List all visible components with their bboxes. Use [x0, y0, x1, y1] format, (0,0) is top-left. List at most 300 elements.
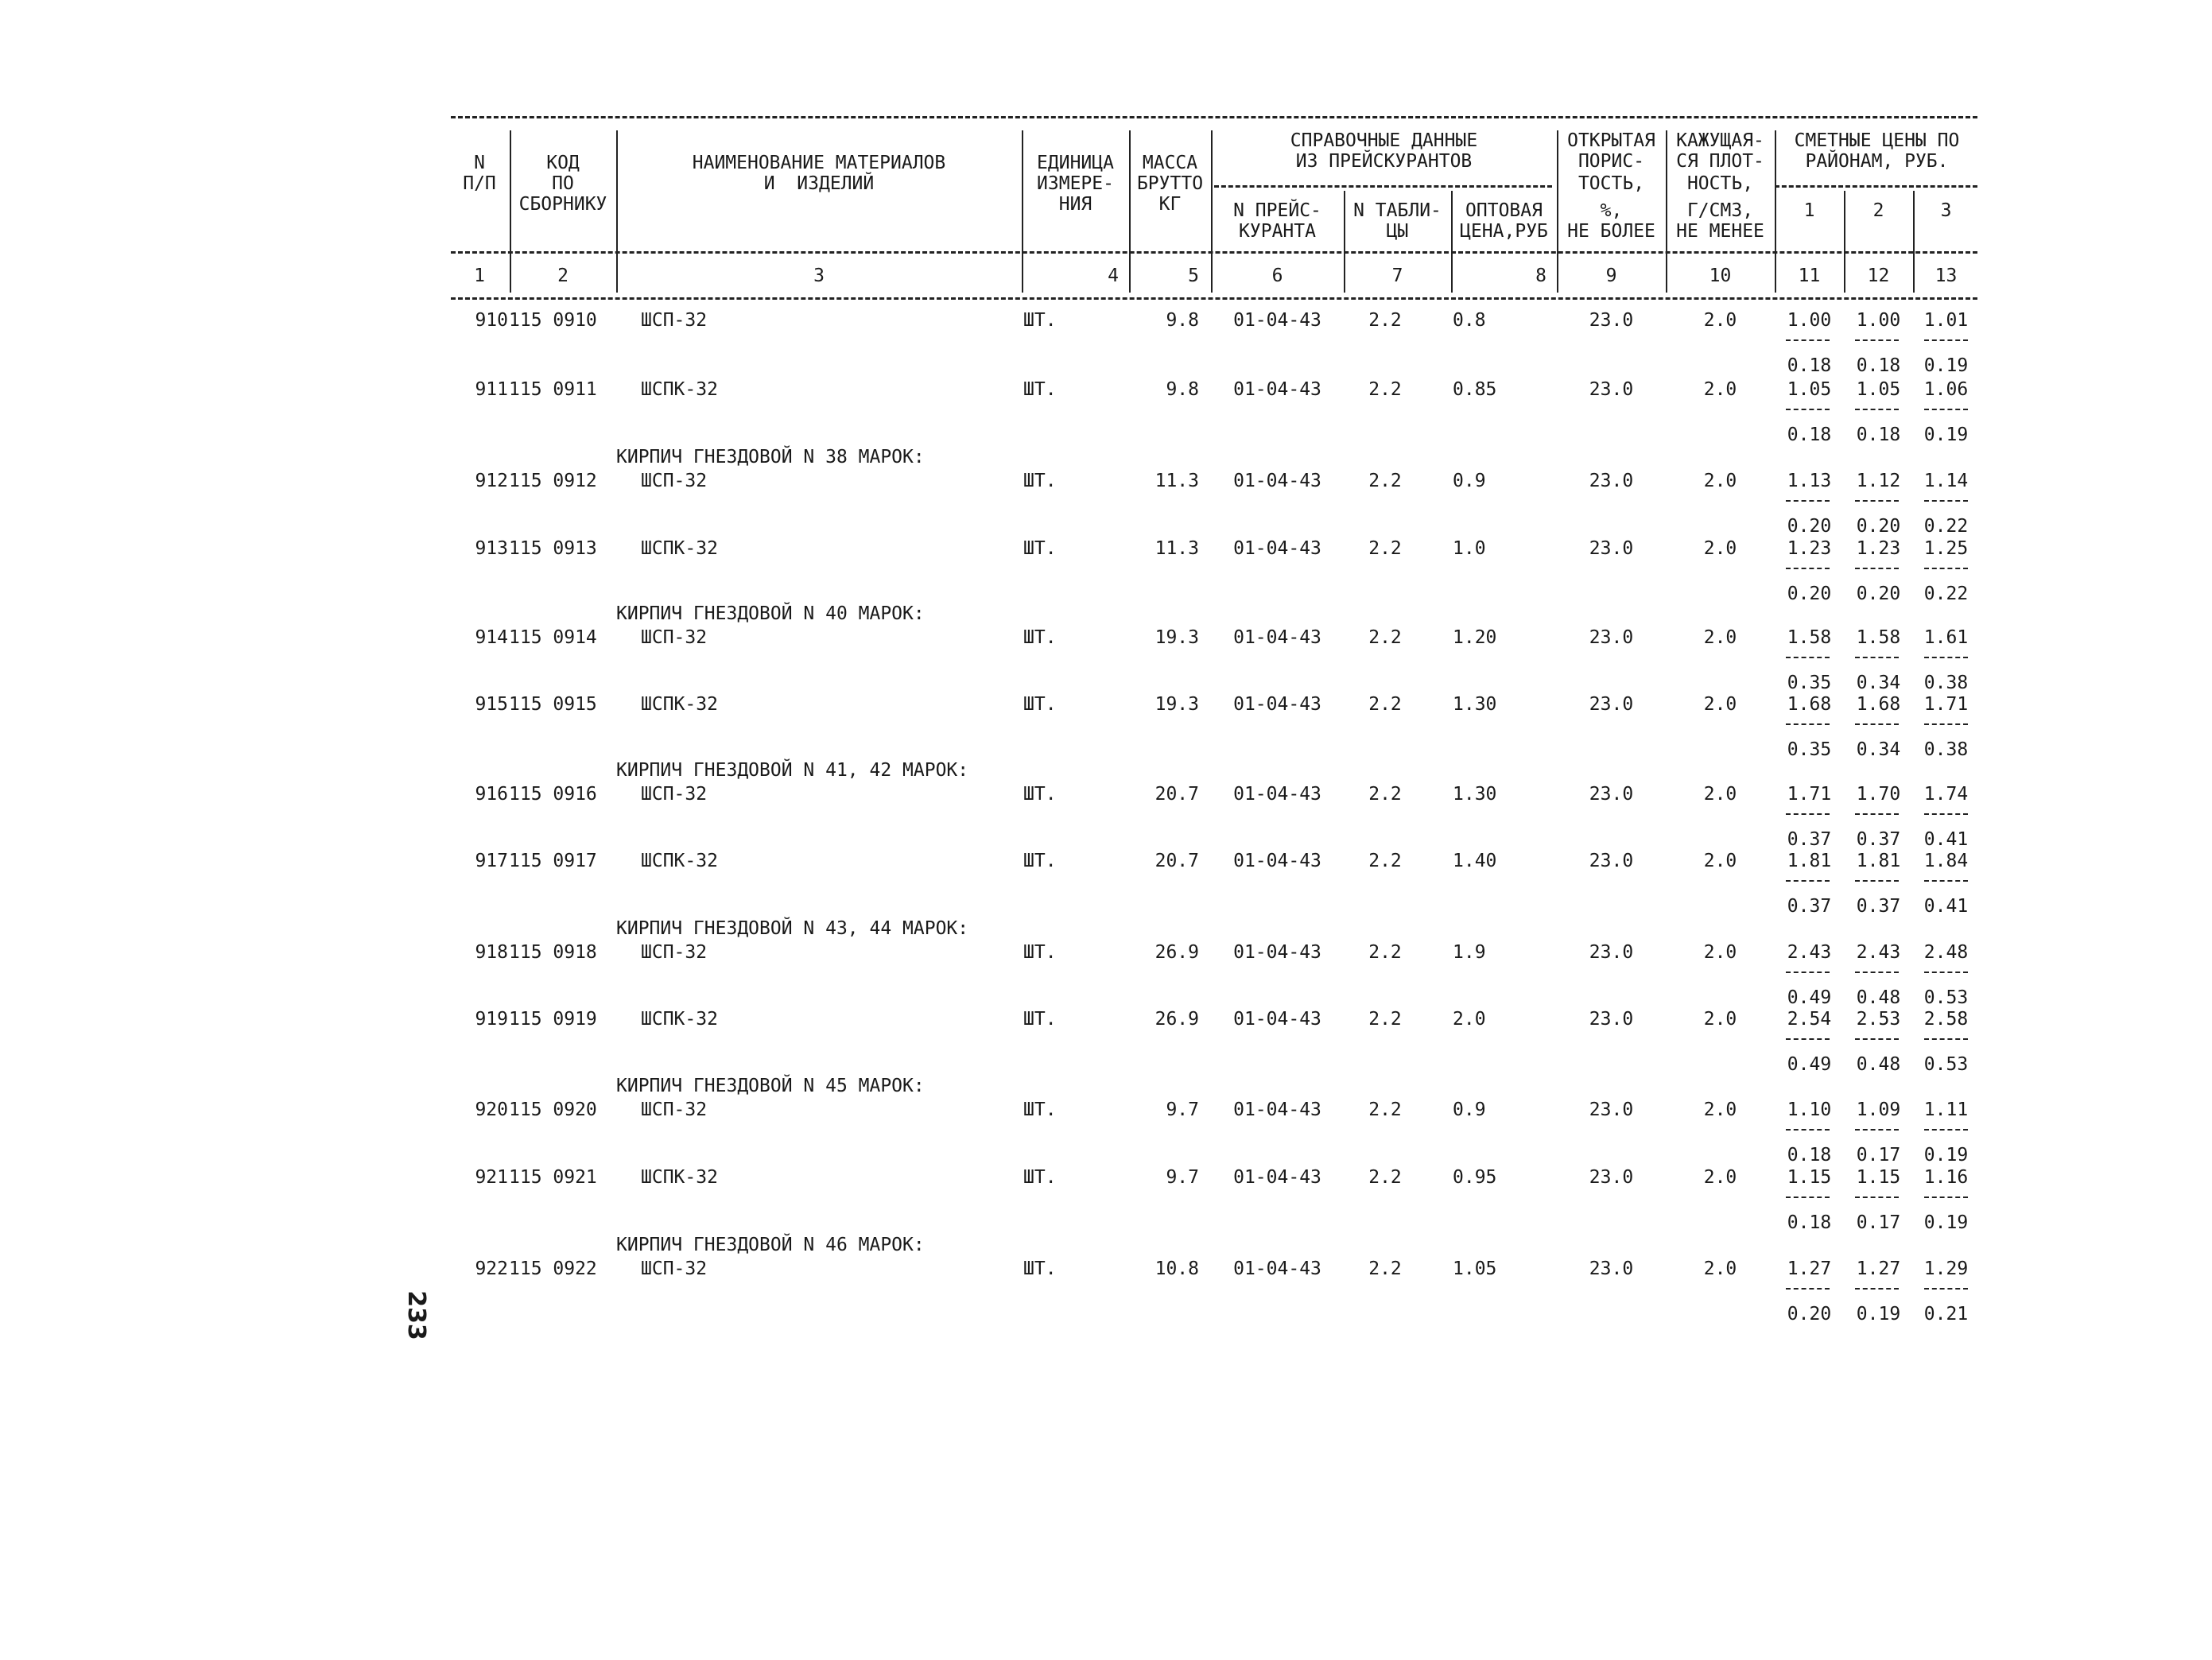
- row-porosity: 23.0: [1589, 694, 1634, 715]
- row-mass: 10.8: [1155, 1259, 1199, 1279]
- row-wholesale: 0.8: [1453, 310, 1486, 331]
- row-porosity: 23.0: [1589, 471, 1634, 491]
- price-fraction-bar: [1924, 723, 1968, 725]
- row-price-2: 2.53: [1856, 1009, 1901, 1030]
- row-porosity: 23.0: [1589, 538, 1634, 559]
- row-sub-price-3: 0.22: [1923, 516, 1969, 537]
- row-sub-price-3: 0.38: [1923, 673, 1969, 693]
- hdr-col5-l1: МАССА: [1142, 153, 1198, 173]
- row-sub-price-3: 0.53: [1923, 987, 1969, 1008]
- row-wholesale: 1.0: [1453, 538, 1486, 559]
- row-name: ШСП-32: [641, 1100, 708, 1120]
- hdr-col9-l2: ПОРИС-: [1578, 151, 1645, 172]
- row-sub-price-3: 0.53: [1923, 1054, 1969, 1075]
- price-fraction-bar: [1924, 972, 1968, 973]
- row-density: 2.0: [1703, 784, 1737, 805]
- row-sub-price-3: 0.19: [1923, 1145, 1969, 1165]
- row-density: 2.0: [1703, 1100, 1737, 1120]
- price-fraction-bar: [1855, 409, 1899, 410]
- row-sub-price-2: 0.17: [1856, 1212, 1901, 1233]
- ref-group-rule: [1214, 185, 1552, 188]
- row-sub-price-3: 0.21: [1923, 1304, 1969, 1325]
- row-unit: ШТ.: [1023, 538, 1057, 559]
- row-price-3: 1.01: [1923, 310, 1969, 331]
- row-price-1: 1.00: [1787, 310, 1832, 331]
- price-fraction-bar: [1855, 1129, 1899, 1131]
- row-code: 115 0919: [509, 1009, 597, 1030]
- row-name: ШСПК-32: [641, 694, 718, 715]
- price-fraction-bar: [1924, 1197, 1968, 1198]
- row-porosity: 23.0: [1589, 310, 1634, 331]
- row-table: 2.2: [1368, 942, 1402, 963]
- row-wholesale: 1.40: [1453, 851, 1497, 871]
- hdr-col6-l1: N ПРЕЙС-: [1233, 200, 1321, 221]
- price-fraction-bar: [1924, 339, 1968, 341]
- row-density: 2.0: [1703, 851, 1737, 871]
- price-fraction-bar: [1924, 1038, 1968, 1040]
- row-table: 2.2: [1368, 471, 1402, 491]
- row-unit: ШТ.: [1023, 784, 1057, 805]
- price-fraction-bar: [1786, 1129, 1830, 1131]
- hdr-col10-l2: СЯ ПЛОТ-: [1676, 151, 1764, 172]
- row-density: 2.0: [1703, 538, 1737, 559]
- row-price-2: 1.58: [1856, 627, 1901, 648]
- hdr-col8-l1: ОПТОВАЯ: [1465, 200, 1543, 221]
- row-sub-price-1: 0.18: [1787, 1145, 1832, 1165]
- row-table: 2.2: [1368, 851, 1402, 871]
- row-name: ШСП-32: [641, 942, 708, 963]
- price-fraction-bar: [1924, 813, 1968, 815]
- row-mass: 20.7: [1155, 851, 1199, 871]
- colnum-12: 12: [1867, 266, 1890, 286]
- row-price-2: 1.81: [1856, 851, 1901, 871]
- price-fraction-bar: [1855, 1197, 1899, 1198]
- row-price-1: 1.71: [1787, 784, 1832, 805]
- colnum-1: 1: [474, 266, 485, 286]
- row-sub-price-3: 0.19: [1923, 425, 1969, 445]
- row-price-1: 2.54: [1787, 1009, 1832, 1030]
- row-density: 2.0: [1703, 471, 1737, 491]
- row-name: ШСП-32: [641, 627, 708, 648]
- row-pricelist: 01-04-43: [1233, 1259, 1321, 1279]
- row-unit: ШТ.: [1023, 851, 1057, 871]
- row-name: ШСП-32: [641, 310, 708, 331]
- row-unit: ШТ.: [1023, 310, 1057, 331]
- group-heading: КИРПИЧ ГНЕЗДОВОЙ N 43, 44 МАРОК:: [616, 918, 969, 939]
- row-price-2: 2.43: [1856, 942, 1901, 963]
- hdr-ref-group-l2: ИЗ ПРЕЙСКУРАНТОВ: [1295, 151, 1473, 172]
- row-number: 921: [475, 1167, 508, 1188]
- price-fraction-bar: [1855, 657, 1899, 658]
- price-fraction-bar: [1855, 339, 1899, 341]
- hdr-ref-group-l1: СПРАВОЧНЫЕ ДАННЫЕ: [1290, 130, 1478, 151]
- header-top-rule: [451, 116, 1977, 118]
- row-table: 2.2: [1368, 1009, 1402, 1030]
- price-fraction-bar: [1855, 813, 1899, 815]
- row-porosity: 23.0: [1589, 1259, 1634, 1279]
- row-unit: ШТ.: [1023, 694, 1057, 715]
- row-sub-price-2: 0.18: [1856, 425, 1901, 445]
- row-unit: ШТ.: [1023, 1259, 1057, 1279]
- row-sub-price-1: 0.35: [1787, 673, 1832, 693]
- row-wholesale: 0.85: [1453, 379, 1497, 400]
- row-pricelist: 01-04-43: [1233, 1167, 1321, 1188]
- row-name: ШСП-32: [641, 784, 708, 805]
- hdr-col7-l1: N ТАБЛИ-: [1353, 200, 1442, 221]
- row-table: 2.2: [1368, 1259, 1402, 1279]
- colnum-7: 7: [1391, 266, 1403, 286]
- price-fraction-bar: [1855, 1288, 1899, 1290]
- row-table: 2.2: [1368, 694, 1402, 715]
- row-price-2: 1.68: [1856, 694, 1901, 715]
- row-price-3: 1.29: [1923, 1259, 1969, 1279]
- row-sub-price-2: 0.37: [1856, 829, 1901, 850]
- row-name: ШСПК-32: [641, 1167, 718, 1188]
- group-heading: КИРПИЧ ГНЕЗДОВОЙ N 45 МАРОК:: [616, 1076, 925, 1096]
- price-fraction-bar: [1924, 568, 1968, 569]
- hdr-col7-l2: ЦЫ: [1386, 221, 1409, 242]
- row-code: 115 0921: [509, 1167, 597, 1188]
- row-table: 2.2: [1368, 310, 1402, 331]
- hdr-price-group-l2: РАЙОНАМ, РУБ.: [1805, 151, 1949, 172]
- row-density: 2.0: [1703, 1259, 1737, 1279]
- row-number: 912: [475, 471, 508, 491]
- row-sub-price-3: 0.41: [1923, 829, 1969, 850]
- price-fraction-bar: [1855, 880, 1899, 882]
- row-pricelist: 01-04-43: [1233, 310, 1321, 331]
- colnum-10: 10: [1709, 266, 1732, 286]
- row-unit: ШТ.: [1023, 942, 1057, 963]
- row-code: 115 0920: [509, 1100, 597, 1120]
- row-code: 115 0910: [509, 310, 597, 331]
- row-sub-price-1: 0.20: [1787, 516, 1832, 537]
- price-fraction-bar: [1924, 1129, 1968, 1131]
- row-sub-price-2: 0.48: [1856, 987, 1901, 1008]
- row-table: 2.2: [1368, 1100, 1402, 1120]
- row-mass: 9.8: [1166, 379, 1199, 400]
- row-porosity: 23.0: [1589, 1009, 1634, 1030]
- row-density: 2.0: [1703, 1009, 1737, 1030]
- colnum-13: 13: [1935, 266, 1958, 286]
- row-number: 918: [475, 942, 508, 963]
- row-sub-price-3: 0.22: [1923, 584, 1969, 604]
- row-mass: 26.9: [1155, 1009, 1199, 1030]
- group-heading: КИРПИЧ ГНЕЗДОВОЙ N 41, 42 МАРОК:: [616, 760, 969, 781]
- row-sub-price-2: 0.37: [1856, 896, 1901, 917]
- row-name: ШСП-32: [641, 1259, 708, 1279]
- row-sub-price-2: 0.20: [1856, 584, 1901, 604]
- hdr-price-col-1: 1: [1803, 200, 1815, 221]
- row-sub-price-2: 0.34: [1856, 739, 1901, 760]
- hdr-col1-l1: N: [474, 153, 485, 173]
- price-fraction-bar: [1786, 409, 1830, 410]
- row-name: ШСП-32: [641, 471, 708, 491]
- row-pricelist: 01-04-43: [1233, 471, 1321, 491]
- hdr-col3-l1: НАИМЕНОВАНИЕ МАТЕРИАЛОВ: [692, 153, 946, 173]
- row-mass: 9.7: [1166, 1167, 1199, 1188]
- row-mass: 19.3: [1155, 694, 1199, 715]
- hdr-col8-l2: ЦЕНА,РУБ: [1460, 221, 1548, 242]
- row-wholesale: 1.30: [1453, 694, 1497, 715]
- row-sub-price-1: 0.49: [1787, 987, 1832, 1008]
- row-price-2: 1.15: [1856, 1167, 1901, 1188]
- row-sub-price-1: 0.37: [1787, 829, 1832, 850]
- colnum-9: 9: [1605, 266, 1617, 286]
- row-unit: ШТ.: [1023, 1100, 1057, 1120]
- price-group-rule: [1775, 185, 1977, 188]
- price-fraction-bar: [1786, 972, 1830, 973]
- colnum-5: 5: [1188, 266, 1199, 286]
- hdr-col2-l2: ПО: [552, 173, 574, 194]
- row-density: 2.0: [1703, 310, 1737, 331]
- row-pricelist: 01-04-43: [1233, 942, 1321, 963]
- row-price-2: 1.70: [1856, 784, 1901, 805]
- row-sub-price-2: 0.18: [1856, 355, 1901, 376]
- price-fraction-bar: [1855, 972, 1899, 973]
- row-unit: ШТ.: [1023, 1167, 1057, 1188]
- row-sub-price-2: 0.48: [1856, 1054, 1901, 1075]
- row-unit: ШТ.: [1023, 471, 1057, 491]
- price-fraction-bar: [1855, 500, 1899, 502]
- row-sub-price-1: 0.18: [1787, 1212, 1832, 1233]
- colnum-2: 2: [557, 266, 569, 286]
- hdr-col10-l4: Г/СМ3,: [1686, 200, 1754, 221]
- colnum-11: 11: [1798, 266, 1821, 286]
- row-price-1: 2.43: [1787, 942, 1832, 963]
- row-price-1: 1.15: [1787, 1167, 1832, 1188]
- row-wholesale: 2.0: [1453, 1009, 1486, 1030]
- hdr-col4-l3: НИЯ: [1058, 194, 1092, 215]
- colnum-6: 6: [1271, 266, 1283, 286]
- row-pricelist: 01-04-43: [1233, 851, 1321, 871]
- hdr-price-col-3: 3: [1940, 200, 1952, 221]
- row-density: 2.0: [1703, 942, 1737, 963]
- price-fraction-bar: [1786, 880, 1830, 882]
- price-fraction-bar: [1786, 339, 1830, 341]
- row-price-3: 1.84: [1923, 851, 1969, 871]
- row-number: 917: [475, 851, 508, 871]
- row-number: 922: [475, 1259, 508, 1279]
- hdr-col9-l3: ТОСТЬ,: [1578, 173, 1645, 194]
- row-density: 2.0: [1703, 379, 1737, 400]
- row-wholesale: 1.30: [1453, 784, 1497, 805]
- row-code: 115 0922: [509, 1259, 597, 1279]
- row-number: 910: [475, 310, 508, 331]
- row-price-2: 1.23: [1856, 538, 1901, 559]
- row-price-3: 1.11: [1923, 1100, 1969, 1120]
- hdr-col4-l1: ЕДИНИЦА: [1037, 153, 1114, 173]
- price-fraction-bar: [1786, 723, 1830, 725]
- row-code: 115 0911: [509, 379, 597, 400]
- row-mass: 9.8: [1166, 310, 1199, 331]
- row-wholesale: 1.20: [1453, 627, 1497, 648]
- row-name: ШСПК-32: [641, 851, 718, 871]
- row-price-2: 1.00: [1856, 310, 1901, 331]
- row-table: 2.2: [1368, 784, 1402, 805]
- price-fraction-bar: [1924, 880, 1968, 882]
- row-porosity: 23.0: [1589, 942, 1634, 963]
- row-price-3: 1.14: [1923, 471, 1969, 491]
- row-code: 115 0912: [509, 471, 597, 491]
- hdr-col9-l4: %,: [1600, 200, 1623, 221]
- row-mass: 9.7: [1166, 1100, 1199, 1120]
- row-mass: 19.3: [1155, 627, 1199, 648]
- hdr-col6-l2: КУРАНТА: [1239, 221, 1316, 242]
- row-code: 115 0914: [509, 627, 597, 648]
- row-wholesale: 0.9: [1453, 471, 1486, 491]
- price-fraction-bar: [1924, 500, 1968, 502]
- hdr-col1-l2: П/П: [463, 173, 496, 194]
- row-price-1: 1.58: [1787, 627, 1832, 648]
- row-price-3: 1.25: [1923, 538, 1969, 559]
- row-code: 115 0918: [509, 942, 597, 963]
- price-fraction-bar: [1924, 409, 1968, 410]
- row-price-1: 1.10: [1787, 1100, 1832, 1120]
- row-price-2: 1.27: [1856, 1259, 1901, 1279]
- row-mass: 20.7: [1155, 784, 1199, 805]
- page-number: 233: [402, 1290, 430, 1340]
- row-porosity: 23.0: [1589, 851, 1634, 871]
- price-fraction-bar: [1786, 657, 1830, 658]
- row-wholesale: 1.9: [1453, 942, 1486, 963]
- hdr-col10-l1: КАЖУЩАЯ-: [1676, 130, 1764, 151]
- row-sub-price-1: 0.18: [1787, 425, 1832, 445]
- hdr-col3-l2: И ИЗДЕЛИЙ: [763, 173, 875, 194]
- hdr-price-group-l1: СМЕТНЫЕ ЦЕНЫ ПО: [1794, 130, 1960, 151]
- colnum-8: 8: [1535, 266, 1546, 286]
- row-sub-price-1: 0.49: [1787, 1054, 1832, 1075]
- row-sub-price-2: 0.17: [1856, 1145, 1901, 1165]
- row-price-1: 1.68: [1787, 694, 1832, 715]
- hdr-col4-l2: ИЗМЕРЕ-: [1037, 173, 1114, 194]
- row-mass: 26.9: [1155, 942, 1199, 963]
- hdr-col10-l3: НОСТЬ,: [1686, 173, 1754, 194]
- row-price-1: 1.23: [1787, 538, 1832, 559]
- price-fraction-bar: [1786, 813, 1830, 815]
- row-table: 2.2: [1368, 379, 1402, 400]
- row-table: 2.2: [1368, 1167, 1402, 1188]
- row-code: 115 0915: [509, 694, 597, 715]
- row-porosity: 23.0: [1589, 379, 1634, 400]
- row-price-2: 1.09: [1856, 1100, 1901, 1120]
- row-number: 916: [475, 784, 508, 805]
- row-price-3: 1.74: [1923, 784, 1969, 805]
- hdr-col9-l1: ОТКРЫТАЯ: [1567, 130, 1655, 151]
- row-wholesale: 1.05: [1453, 1259, 1497, 1279]
- group-heading: КИРПИЧ ГНЕЗДОВОЙ N 40 МАРОК:: [616, 603, 925, 624]
- row-price-2: 1.05: [1856, 379, 1901, 400]
- row-code: 115 0917: [509, 851, 597, 871]
- row-density: 2.0: [1703, 627, 1737, 648]
- row-pricelist: 01-04-43: [1233, 1009, 1321, 1030]
- row-number: 913: [475, 538, 508, 559]
- row-pricelist: 01-04-43: [1233, 784, 1321, 805]
- hdr-col10-l5: НЕ МЕНЕЕ: [1676, 221, 1764, 242]
- row-unit: ШТ.: [1023, 627, 1057, 648]
- hdr-price-col-2: 2: [1872, 200, 1884, 221]
- row-porosity: 23.0: [1589, 784, 1634, 805]
- row-pricelist: 01-04-43: [1233, 379, 1321, 400]
- row-sub-price-1: 0.18: [1787, 355, 1832, 376]
- row-unit: ШТ.: [1023, 379, 1057, 400]
- row-mass: 11.3: [1155, 538, 1199, 559]
- price-fraction-bar: [1924, 657, 1968, 658]
- header-mid-rule: [451, 251, 1977, 254]
- row-price-3: 1.06: [1923, 379, 1969, 400]
- price-fraction-bar: [1855, 723, 1899, 725]
- row-sub-price-3: 0.19: [1923, 355, 1969, 376]
- price-fraction-bar: [1855, 568, 1899, 569]
- row-sub-price-1: 0.20: [1787, 584, 1832, 604]
- price-fraction-bar: [1786, 568, 1830, 569]
- row-sub-price-2: 0.34: [1856, 673, 1901, 693]
- row-price-3: 1.61: [1923, 627, 1969, 648]
- row-code: 115 0916: [509, 784, 597, 805]
- row-density: 2.0: [1703, 1167, 1737, 1188]
- row-price-1: 1.27: [1787, 1259, 1832, 1279]
- row-name: ШСПК-32: [641, 379, 718, 400]
- row-sub-price-1: 0.37: [1787, 896, 1832, 917]
- row-pricelist: 01-04-43: [1233, 1100, 1321, 1120]
- price-fraction-bar: [1924, 1288, 1968, 1290]
- row-sub-price-1: 0.35: [1787, 739, 1832, 760]
- row-sub-price-3: 0.41: [1923, 896, 1969, 917]
- row-price-1: 1.13: [1787, 471, 1832, 491]
- price-fraction-bar: [1786, 1288, 1830, 1290]
- hdr-col5-l2: БРУТТО: [1136, 173, 1204, 194]
- row-price-3: 2.58: [1923, 1009, 1969, 1030]
- row-number: 919: [475, 1009, 508, 1030]
- row-number: 911: [475, 379, 508, 400]
- row-price-3: 1.71: [1923, 694, 1969, 715]
- row-code: 115 0913: [509, 538, 597, 559]
- price-fraction-bar: [1786, 1038, 1830, 1040]
- row-porosity: 23.0: [1589, 627, 1634, 648]
- row-price-3: 2.48: [1923, 942, 1969, 963]
- row-name: ШСПК-32: [641, 1009, 718, 1030]
- row-sub-price-3: 0.38: [1923, 739, 1969, 760]
- row-unit: ШТ.: [1023, 1009, 1057, 1030]
- row-mass: 11.3: [1155, 471, 1199, 491]
- row-pricelist: 01-04-43: [1233, 538, 1321, 559]
- row-sub-price-2: 0.19: [1856, 1304, 1901, 1325]
- hdr-col2-l3: СБОРНИКУ: [518, 194, 607, 215]
- row-porosity: 23.0: [1589, 1100, 1634, 1120]
- row-wholesale: 0.95: [1453, 1167, 1497, 1188]
- row-pricelist: 01-04-43: [1233, 694, 1321, 715]
- row-price-1: 1.05: [1787, 379, 1832, 400]
- row-density: 2.0: [1703, 694, 1737, 715]
- group-heading: КИРПИЧ ГНЕЗДОВОЙ N 46 МАРОК:: [616, 1235, 925, 1255]
- row-number: 914: [475, 627, 508, 648]
- row-price-3: 1.16: [1923, 1167, 1969, 1188]
- row-sub-price-1: 0.20: [1787, 1304, 1832, 1325]
- group-heading: КИРПИЧ ГНЕЗДОВОЙ N 38 МАРОК:: [616, 447, 925, 467]
- price-fraction-bar: [1855, 1038, 1899, 1040]
- row-porosity: 23.0: [1589, 1167, 1634, 1188]
- hdr-col9-l5: НЕ БОЛЕЕ: [1567, 221, 1655, 242]
- row-name: ШСПК-32: [641, 538, 718, 559]
- row-number: 920: [475, 1100, 508, 1120]
- colnum-3: 3: [813, 266, 825, 286]
- row-sub-price-2: 0.20: [1856, 516, 1901, 537]
- hdr-col2-l1: КОД: [546, 153, 580, 173]
- row-wholesale: 0.9: [1453, 1100, 1486, 1120]
- row-price-2: 1.12: [1856, 471, 1901, 491]
- header-bottom-rule: [451, 297, 1977, 300]
- row-pricelist: 01-04-43: [1233, 627, 1321, 648]
- row-number: 915: [475, 694, 508, 715]
